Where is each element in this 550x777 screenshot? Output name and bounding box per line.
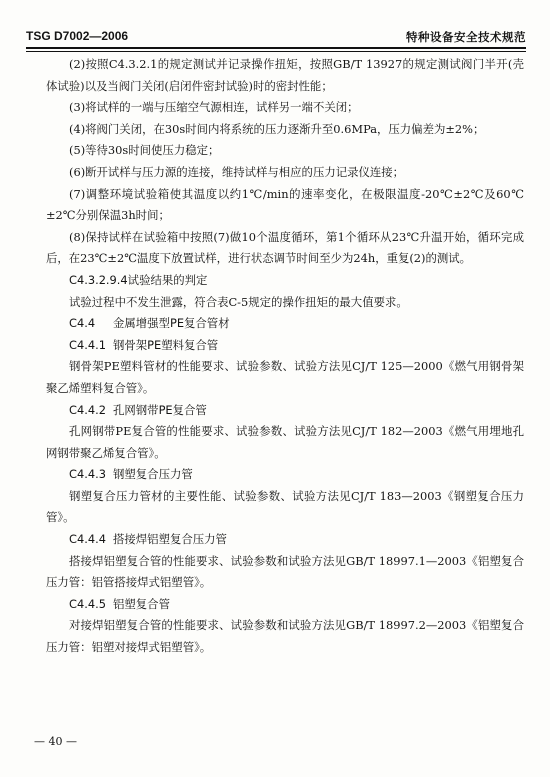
section-heading-c441 (46, 335, 524, 357)
section-title: 试验结果的判定 (127, 272, 208, 287)
list-item: (6)断开试样与压力源的连接，维持试样与相应的压力记录仪连接； (69, 164, 405, 179)
section-number: C4.4.4 (69, 532, 106, 547)
section-title: 孔网钢带PE复合管 (113, 402, 207, 417)
section-heading-c44 (46, 313, 524, 335)
section-title: 钢骨架PE塑料复合管 (113, 337, 219, 352)
list-item: (2)按照C4.3.2.1的规定测试并记录操作扭矩，按照GB/T 13927的规定测试阀门半开(壳体试验)以及当阀门关闭(启闭件密封试验)时的密封性能； (46, 57, 524, 93)
section-number: C4.3.2.9.4 (69, 272, 128, 287)
section-number: C4.4 (69, 316, 96, 331)
list-item: (4)将阀门关闭，在30s时间内将系统的压力逐渐升至0.6MPa，压力偏差为±2%； (69, 121, 485, 136)
header-rule-thin (26, 51, 526, 52)
section-title: 金属增强型PE复合管材 (113, 316, 230, 331)
list-item: (3)将试样的一端与压缩空气源相连，试样另一端不关闭； (69, 100, 359, 115)
paragraph: 孔网钢带PE复合管的性能要求、试验参数、试验方法见CJ/T 182—2003《燃气用埋地孔网钢带聚乙烯复合管》。 (46, 424, 524, 460)
list-item: (8)保持试样在试验箱中按照(7)做10个温度循环，第1个循环从23℃升温开始，循环完成后，在23℃±2℃温度下放置试样，进行状态调节时间至少为24h，重复(2)的测试。 (46, 229, 524, 266)
section-heading-c43294 (46, 270, 524, 292)
section-heading-c442 (46, 400, 524, 422)
section-number: C4.4.1 (69, 337, 106, 352)
page-number: — 40 — (34, 735, 77, 748)
page-header (26, 27, 526, 47)
section-heading-c443 (46, 464, 524, 486)
list-item: (7)调整环境试验箱使其温度以约1℃/min的速率变化，在极限温度-20℃±2℃及60℃±2℃分别保温3h时间； (46, 186, 524, 223)
page-body (46, 54, 524, 659)
section-heading-c445 (46, 594, 524, 616)
paragraph: 钢骨架PE塑料管材的性能要求、试验参数、试验方法见CJ/T 125—2000《燃气用钢骨架聚乙烯塑料复合管》。 (46, 359, 524, 395)
paragraph: 对接焊铝塑复合管的性能要求、试验参数和试验方法见GB/T 18997.2—2003《铝塑复合压力管：铝塑对接焊式铝塑管》。 (46, 618, 524, 655)
section-title: 钢塑复合压力管 (113, 467, 193, 482)
list-item: (5)等待30s时间使压力稳定； (69, 143, 220, 158)
section-heading-c444 (46, 529, 524, 551)
section-title: 铝塑复合管 (113, 596, 170, 611)
section-number: C4.4.3 (69, 467, 106, 482)
paragraph: 钢塑复合压力管材的主要性能、试验参数、试验方法见CJ/T 183—2003《钢塑复合压力管》。 (46, 488, 524, 525)
section-number: C4.4.2 (69, 402, 106, 417)
section-title: 搭接焊铝塑复合压力管 (113, 532, 227, 547)
header-title: 特种设备安全技术规范 (406, 30, 526, 44)
paragraph: 搭接焊铝塑复合管的性能要求、试验参数和试验方法见GB/T 18997.1—2003《铝塑复合压力管：铝管搭接焊式铝塑管》。 (46, 553, 524, 590)
section-number: C4.4.5 (69, 596, 106, 611)
standard-code: TSG D7002—2006 (26, 29, 129, 43)
paragraph: 试验过程中不发生泄露，符合表C-5规定的操作扭矩的最大值要求。 (69, 294, 408, 309)
header-rule-thick (26, 47, 526, 49)
